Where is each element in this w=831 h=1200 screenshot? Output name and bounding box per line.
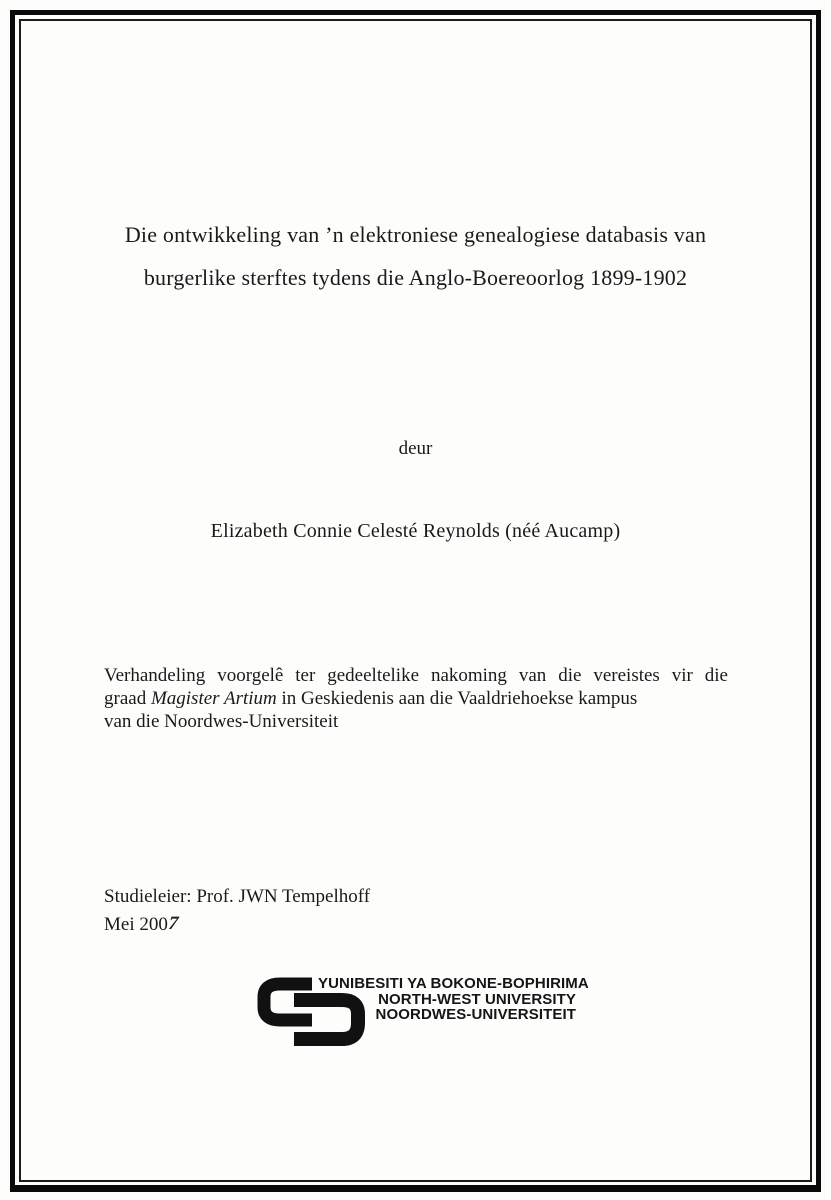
logo-text-setswana: YUNIBESITI YA BOKONE-BOPHIRIMA [318, 975, 589, 992]
statement-line-1: Verhandeling voorgelê ter gedeeltelike nakoming van die vereistes vir die [104, 665, 728, 686]
degree-statement [104, 664, 728, 733]
page-title [52, 213, 779, 299]
author-name: Elizabeth Connie Celesté Reynolds (néé Aucamp) [210, 520, 621, 542]
date-line [104, 913, 181, 936]
date-prefix: Mei 200 [104, 914, 168, 935]
date-digit: 7 [165, 913, 181, 934]
title-line-1: Die ontwikkeling van ’n elektroniese genealogiese databasis van [124, 222, 707, 247]
statement-line-2-prefix: graad [104, 688, 151, 709]
statement-line-2-suffix: in Geskiedenis aan die Vaaldriehoekse kampus [276, 688, 638, 709]
logo-text-english: NORTH-WEST UNIVERSITY [378, 990, 576, 1008]
university-logo [256, 971, 589, 1049]
university-logo-text [318, 975, 589, 1023]
logo-text-afrikaans: NOORDWES-UNIVERSITEIT [375, 1006, 576, 1023]
statement-line-2 [104, 687, 728, 710]
title-line-2: burgerlike sterftes tydens die Anglo-Boereoorlog 1899-1902 [143, 265, 688, 290]
degree-name-italic: Magister Artium [150, 688, 277, 709]
byline-label: deur [398, 438, 433, 459]
supervisor-line: Studieleier: Prof. JWN Tempelhoff [104, 886, 371, 907]
statement-line-3: van die Noordwes-Universiteit [104, 711, 339, 732]
